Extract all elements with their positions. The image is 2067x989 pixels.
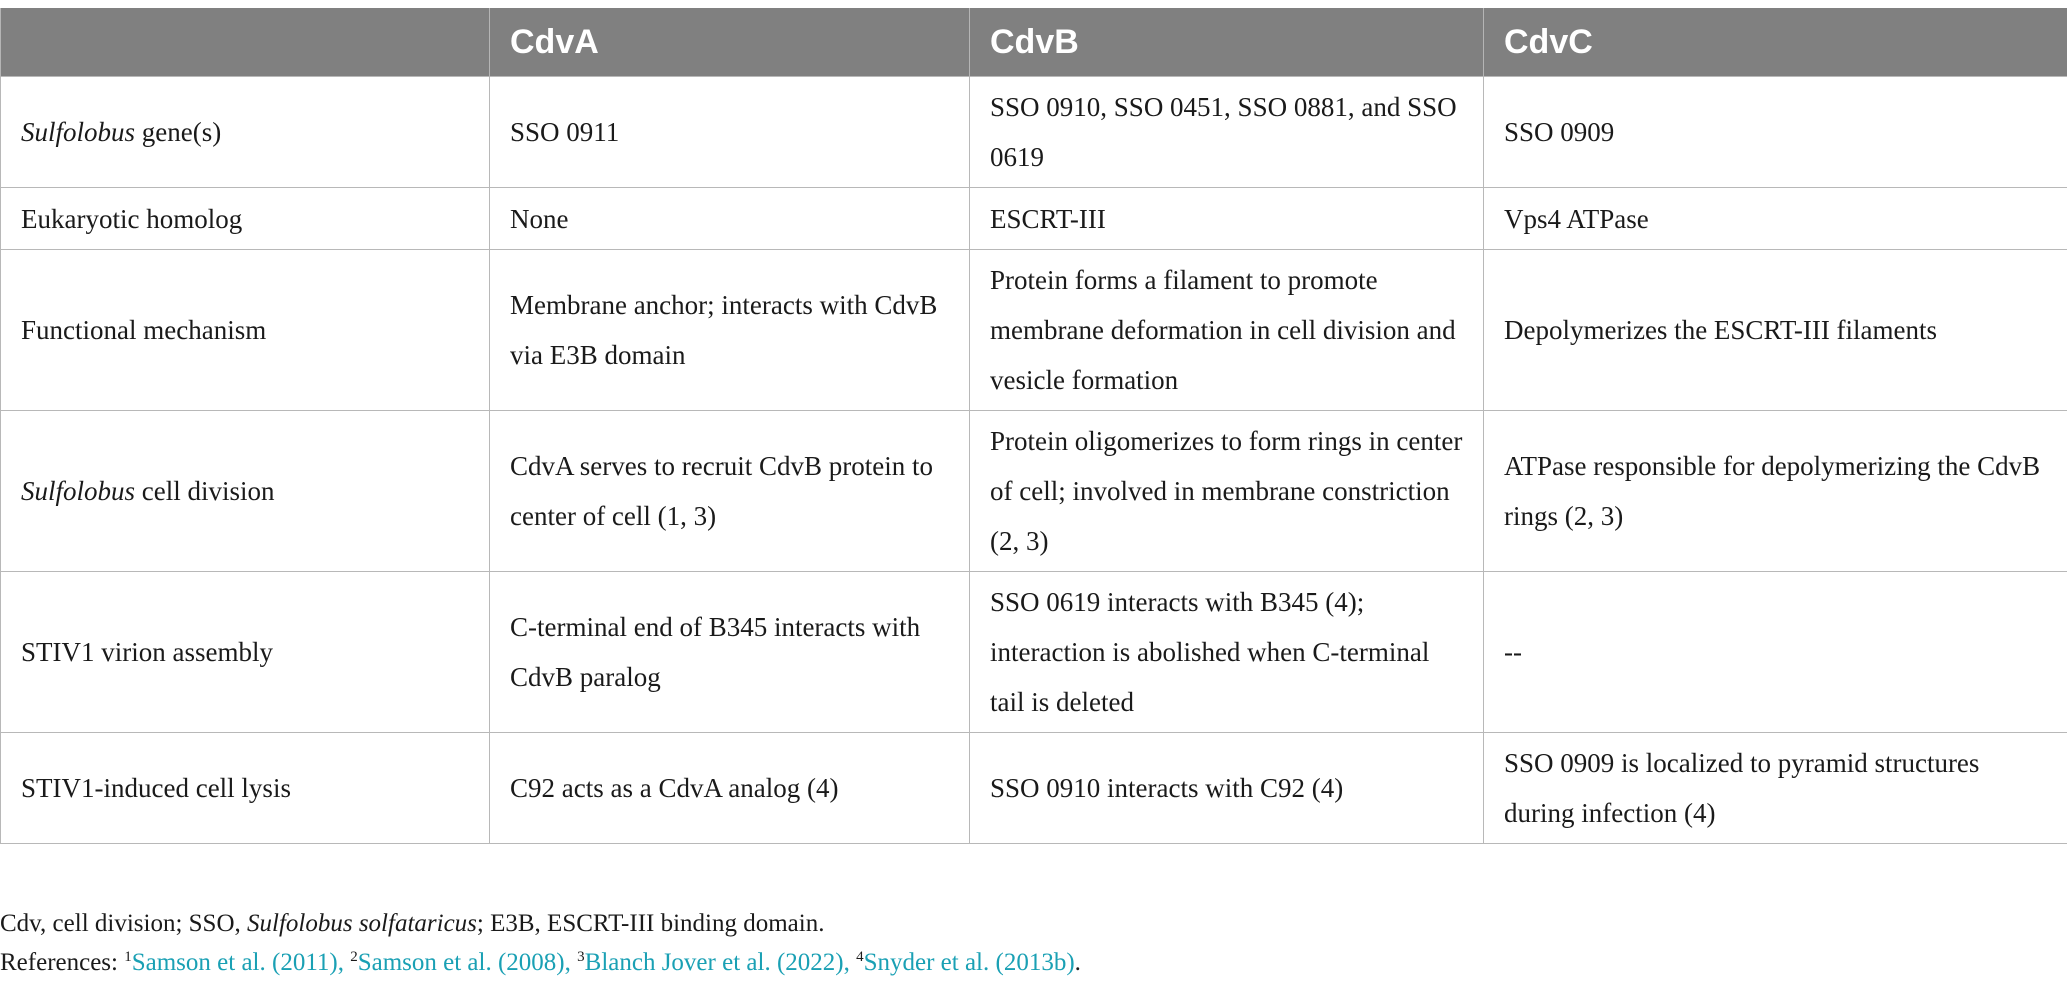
ref-link[interactable]: Snyder et al. (2013b)	[863, 949, 1075, 976]
cell-cdva: C-terminal end of B345 interacts with CdvB paralog	[490, 572, 970, 733]
cell-cdvb: Protein oligomerizes to form rings in center of cell; involved in membrane constriction (2, 3)	[970, 411, 1484, 572]
cell-cdvb: SSO 0619 interacts with B345 (4); interaction is abolished when C-terminal tail is deleted	[970, 572, 1484, 733]
cell-cdvc: --	[1484, 572, 2067, 733]
ref-sup: 3	[577, 949, 585, 965]
ref-link[interactable]: Samson et al. (2008),	[357, 949, 578, 976]
header-cdvc: CdvC	[1484, 8, 2067, 77]
row-label-italic: Sulfolobus	[21, 476, 136, 506]
row-label	[1, 77, 490, 188]
cell-cdvc: SSO 0909 is localized to pyramid structures during infection (4)	[1484, 733, 2067, 844]
header-cdva: CdvA	[490, 8, 970, 77]
row-label-rest: cell division	[135, 476, 275, 506]
ref-link[interactable]: Samson et al. (2011),	[131, 949, 351, 976]
table-header-row	[1, 8, 2067, 77]
cell-cdvc: SSO 0909	[1484, 77, 2067, 188]
table-row-functional-mechanism	[1, 250, 2067, 411]
cell-cdva: CdvA serves to recruit CdvB protein to center of cell (1, 3)	[490, 411, 970, 572]
references-end: .	[1074, 949, 1081, 976]
header-empty	[1, 8, 490, 77]
cell-cdvc: Depolymerizes the ESCRT-III filaments	[1484, 250, 2067, 411]
cell-cdva: None	[490, 188, 970, 250]
cell-cdvc: Vps4 ATPase	[1484, 188, 2067, 250]
row-label: STIV1-induced cell lysis	[1, 733, 490, 844]
abbrev-prefix: Cdv, cell division; SSO,	[0, 910, 248, 937]
cell-cdvb: ESCRT-III	[970, 188, 1484, 250]
cell-cdvb: SSO 0910, SSO 0451, SSO 0881, and SSO 0619	[970, 77, 1484, 188]
row-label	[1, 411, 490, 572]
table-row-stiv1-cell-lysis	[1, 733, 2067, 844]
references-label: References:	[0, 949, 125, 976]
ref-sup: 4	[856, 949, 864, 965]
table-row-stiv1-virion-assembly	[1, 572, 2067, 733]
ref-link[interactable]: Blanch Jover et al. (2022),	[584, 949, 857, 976]
abbreviations-note	[0, 904, 2067, 943]
cell-cdva: C92 acts as a CdvA analog (4)	[490, 733, 970, 844]
header-cdvb: CdvB	[970, 8, 1484, 77]
row-label: STIV1 virion assembly	[1, 572, 490, 733]
row-label: Functional mechanism	[1, 250, 490, 411]
ref-sup: 1	[124, 949, 132, 965]
row-label-italic: Sulfolobus	[21, 117, 136, 147]
ref-sup: 2	[350, 949, 358, 965]
references-note	[0, 943, 2067, 982]
cell-cdva: SSO 0911	[490, 77, 970, 188]
row-label-rest: gene(s)	[135, 117, 222, 147]
row-label: Eukaryotic homolog	[1, 188, 490, 250]
cell-cdva: Membrane anchor; interacts with CdvB via E3B domain	[490, 250, 970, 411]
cell-cdvc: ATPase responsible for depolymerizing the CdvB rings (2, 3)	[1484, 411, 2067, 572]
cdv-proteins-table	[0, 8, 2067, 844]
cell-cdvb: Protein forms a filament to promote membrane deformation in cell division and vesicle formation	[970, 250, 1484, 411]
abbrev-suffix: ; E3B, ESCRT-III binding domain.	[476, 910, 825, 937]
cell-cdvb: SSO 0910 interacts with C92 (4)	[970, 733, 1484, 844]
abbrev-italic: Sulfolobus solfataricus	[247, 910, 477, 937]
table-row-eukaryotic-homolog	[1, 188, 2067, 250]
table-row-sulfolobus-genes	[1, 77, 2067, 188]
table-row-sulfolobus-cell-division	[1, 411, 2067, 572]
table-footnotes	[0, 904, 2067, 982]
